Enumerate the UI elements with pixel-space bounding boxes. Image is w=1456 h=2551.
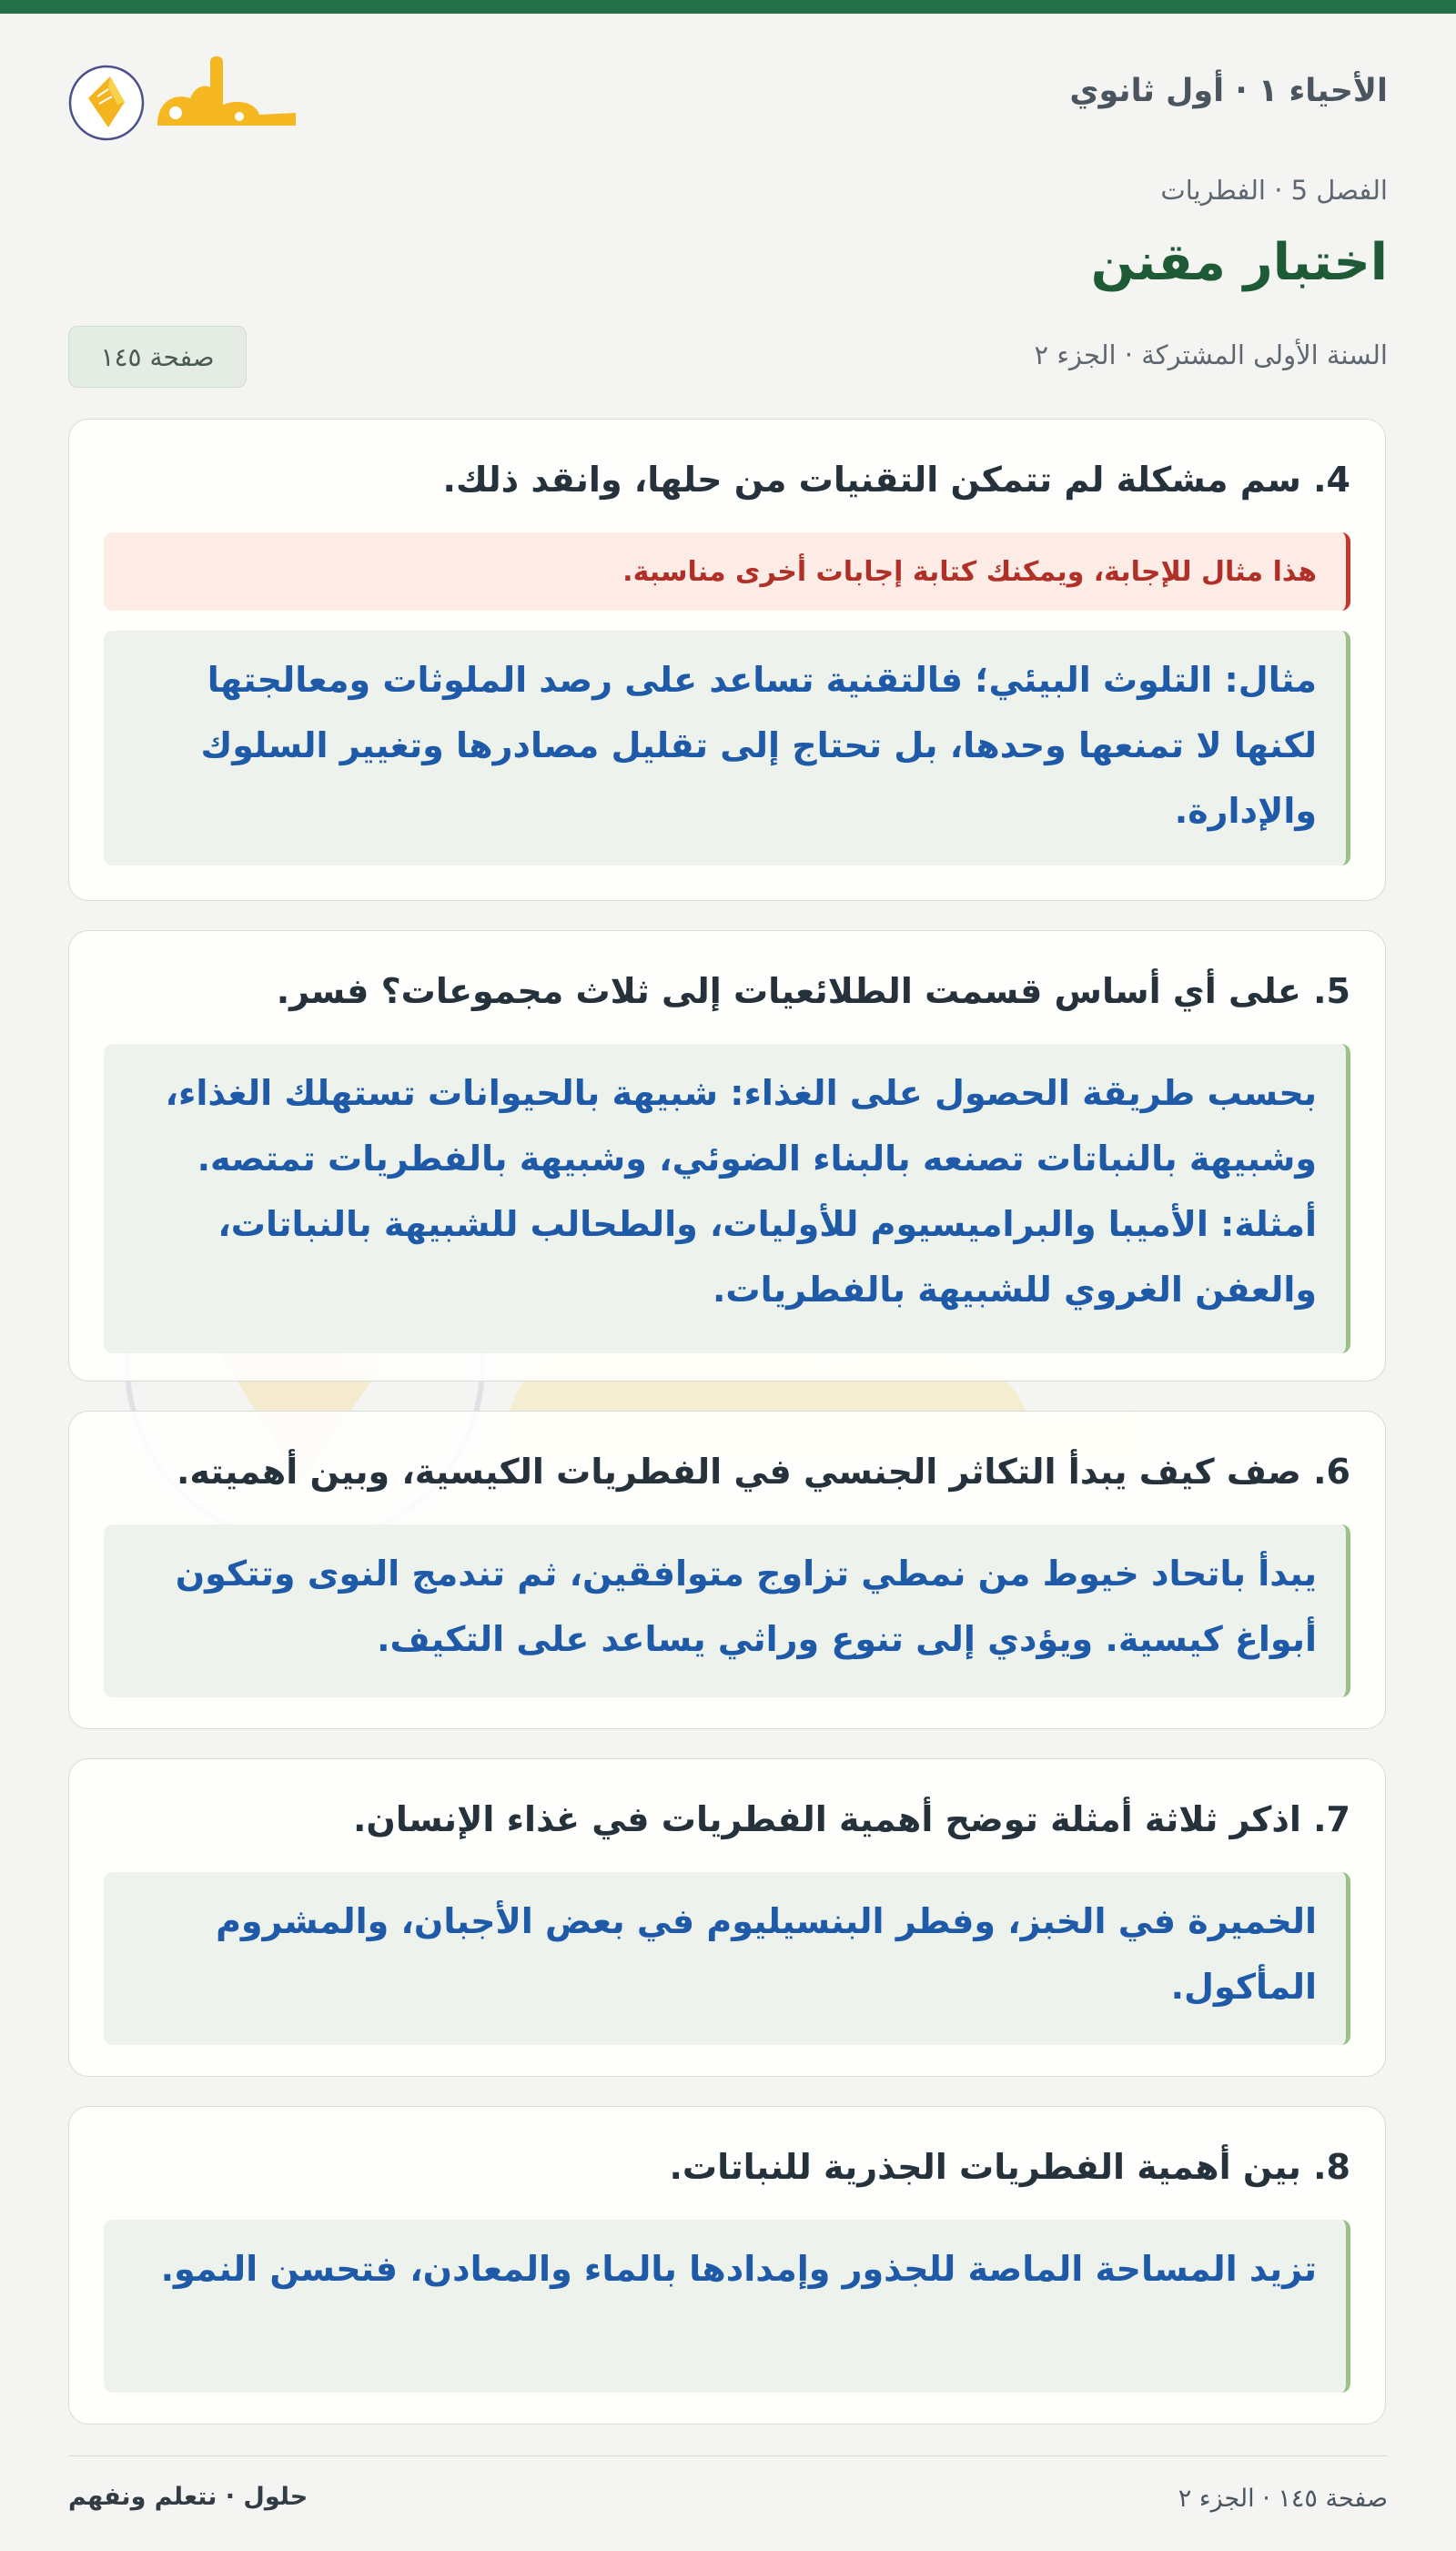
footer-brand: حلول · نتعلم ونفهم bbox=[68, 2483, 308, 2511]
answer-box: يبدأ باتحاد خيوط من نمطي تزاوج متوافقين، ثم تندمج النوى وتتكون أبواغ كيسية. ويؤدي إلى تنوع وراثي يساعد على التكيف. bbox=[104, 1524, 1350, 1697]
question-text bbox=[104, 2147, 1350, 2187]
question-body: سم مشكلة لم تتمكن التقنيات من حلها، وانقد ذلك. bbox=[442, 460, 1301, 500]
question-body: صف كيف يبدأ التكاثر الجنسي في الفطريات الكيسية، وبين أهميته. bbox=[176, 1452, 1301, 1492]
page-title: اختبار مقنن bbox=[1090, 233, 1388, 292]
question-body: اذكر ثلاثة أمثلة توضح أهمية الفطريات في غذاء الإنسان. bbox=[353, 1799, 1301, 1839]
question-card bbox=[68, 930, 1386, 1382]
question-card bbox=[68, 2106, 1386, 2424]
question-number: 4. bbox=[1313, 460, 1350, 500]
footer-divider bbox=[68, 2455, 1388, 2456]
question-card bbox=[68, 1758, 1386, 2077]
meta-line: السنة الأولى المشتركة · الجزء ٢ bbox=[1034, 339, 1388, 370]
answer-note: هذا مثال للإجابة، ويمكنك كتابة إجابات أخرى مناسبة. bbox=[104, 532, 1350, 611]
question-body: بين أهمية الفطريات الجذرية للنباتات. bbox=[669, 2147, 1301, 2187]
answer-box: بحسب طريقة الحصول على الغذاء: شبيهة بالحيوانات تستهلك الغذاء، وشبيهة بالنباتات تصنعه بالبناء الضوئي، وشبيهة بالفطريات تمتصه. أمثلة: الأميبا والبراميسيوم للأوليات، والطحالب للشبيهة بالنباتات، والعفن الغروي للشبيهة بالفطريات. bbox=[104, 1044, 1350, 1353]
question-number: 8. bbox=[1313, 2147, 1350, 2187]
course-title: الأحياء ١ · أول ثانوي bbox=[1069, 73, 1388, 109]
answer-box: مثال: التلوث البيئي؛ فالتقنية تساعد على رصد الملوثات ومعالجتها لكنها لا تمنعها وحدها، بل تحتاج إلى تقليل مصادرها وتغيير السلوك والإدارة. bbox=[104, 631, 1350, 866]
question-number: 6. bbox=[1313, 1452, 1350, 1492]
answer-box: تزيد المساحة الماصة للجذور وإمدادها بالماء والمعادن، فتحسن النمو. bbox=[104, 2220, 1350, 2393]
question-text bbox=[104, 1799, 1350, 1839]
question-body: على أي أساس قسمت الطلائعيات إلى ثلاث مجموعات؟ فسر. bbox=[276, 971, 1301, 1011]
footer-page-info: صفحة ١٤٥ · الجزء ٢ bbox=[1178, 2485, 1388, 2513]
question-number: 5. bbox=[1313, 971, 1350, 1011]
question-text bbox=[104, 1452, 1350, 1492]
brand-logo[interactable] bbox=[68, 53, 305, 144]
question-number: 7. bbox=[1313, 1799, 1350, 1839]
question-text bbox=[104, 460, 1350, 500]
page-badge: صفحة ١٤٥ bbox=[68, 326, 247, 388]
chapter-line: الفصل 5 · الفطريات bbox=[1160, 175, 1388, 206]
question-text bbox=[104, 971, 1350, 1011]
question-card bbox=[68, 419, 1386, 901]
answer-box: الخميرة في الخبز، وفطر البنسيليوم في بعض الأجبان، والمشروم المأكول. bbox=[104, 1872, 1350, 2045]
question-card bbox=[68, 1411, 1386, 1729]
